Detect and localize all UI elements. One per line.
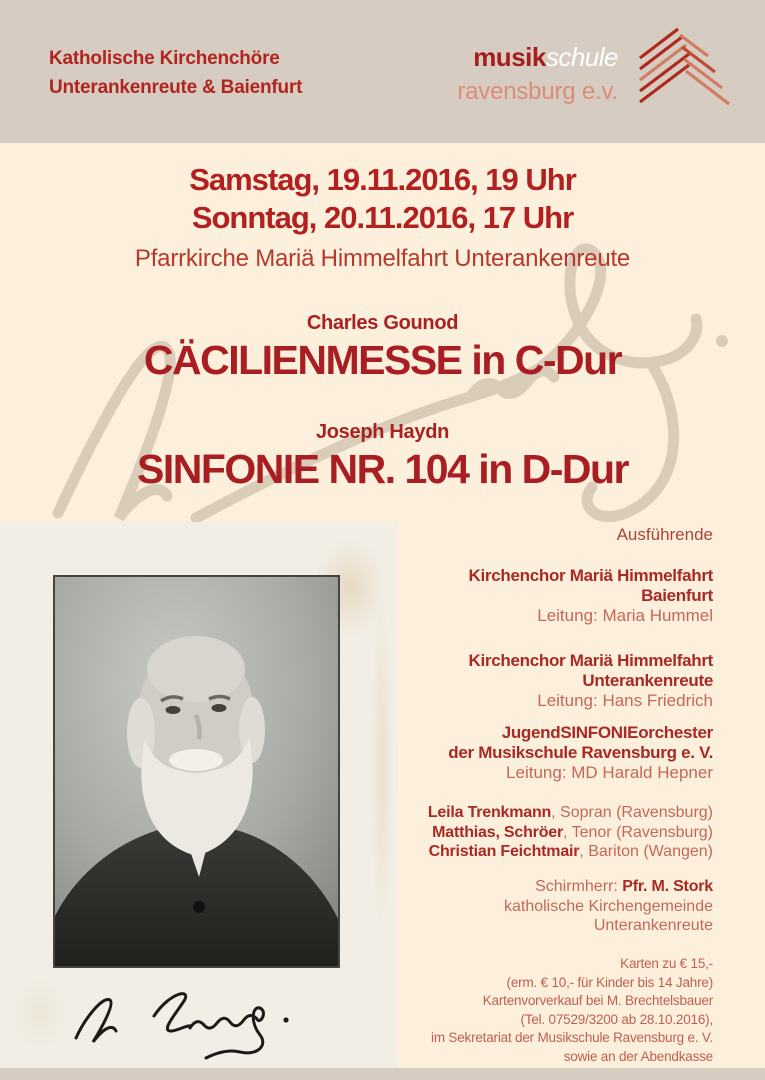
ticket-line: Karten zu € 15,- — [620, 956, 713, 971]
soloist-tenor: Matthias, Schröer, Tenor (Ravensburg) — [432, 823, 713, 841]
ticket-line: im Sekretariat der Musikschule Ravensburg e. V. — [431, 1030, 713, 1046]
footer-band — [0, 1068, 765, 1080]
ensemble-name-line1: Kirchenchor Mariä Himmelfahrt — [468, 566, 713, 585]
ensemble-leader: Leitung: Maria Hummel — [537, 606, 713, 625]
ticket-line: Kartenvorverkauf bei M. Brechtelsbauer — [482, 993, 713, 1009]
date-line-2: Sonntag, 20.11.2016, 17 Uhr — [191, 200, 574, 235]
ensemble-name-line1: Kirchenchor Mariä Himmelfahrt — [468, 651, 713, 670]
soloist-bariton: Christian Feichtmair, Bariton (Wangen) — [428, 843, 713, 860]
date-line-1: Samstag, 19.11.2016, 19 Uhr — [189, 162, 576, 197]
musikschule-logo — [457, 42, 618, 107]
ticket-info — [431, 955, 713, 1067]
organizer-line2: Unterankenreute & Baienfurt — [49, 77, 303, 98]
ensemble-unterankenreute — [469, 651, 713, 711]
patron-line3: Unterankenreute — [593, 917, 713, 934]
venue-line: Pfarrkirche Mariä Himmelfahrt Unterankenreute — [134, 245, 631, 272]
ensemble-leader: Leitung: MD Harald Hepner — [506, 763, 713, 782]
header-band — [0, 0, 765, 143]
ensemble-jugendsinfonieorchester — [448, 723, 713, 783]
organizer-line1: Katholische Kirchenchöre — [49, 48, 280, 69]
ensemble-name-line2: Unterankenreute — [582, 671, 713, 690]
logo-word-schule: schule — [545, 42, 618, 72]
organizer-title — [49, 44, 302, 102]
soloists-list — [428, 803, 713, 862]
ticket-line: (erm. € 10,- für Kinder bis 14 Jahre) — [506, 974, 713, 990]
gounod-handwritten-signature-icon — [62, 980, 302, 1064]
ensemble-baienfurt — [469, 566, 713, 626]
patron-line2: katholische Kirchengemeinde — [503, 897, 713, 915]
event-dates — [0, 161, 765, 237]
ensemble-name-line2: Baienfurt — [641, 586, 713, 605]
logo-wordmark — [457, 42, 618, 77]
logo-ravensburg: ravensburg e.v. — [457, 78, 618, 105]
composer-haydn: Joseph Haydn — [315, 421, 450, 443]
logo-word-musik: musik — [473, 42, 546, 72]
gounod-photo-card — [0, 522, 398, 1068]
ensemble-name-line2: der Musikschule Ravensburg e. V. — [448, 743, 713, 762]
gounod-portrait-photo — [53, 575, 340, 968]
patron-block — [504, 877, 713, 936]
ensemble-name-line1: JugendSINFONIEorchester — [501, 723, 713, 742]
soloist-sopran: Leila Trenkmann, Sopran (Ravensburg) — [427, 804, 713, 821]
ticket-line: (Tel. 07529/3200 ab 28.10.2016), — [520, 1011, 713, 1027]
patron-line1: Schirmherr: Pfr. M. Stork — [535, 878, 713, 895]
ticket-line: sowie an der Abendkasse — [563, 1048, 713, 1064]
work-caecilienmesse: CÄCILIENMESSE in C-Dur — [143, 337, 622, 383]
ensemble-leader: Leitung: Hans Friedrich — [537, 691, 713, 710]
chevron-lines-icon — [636, 24, 736, 110]
work-sinfonie-104: SINFONIE NR. 104 in D-Dur — [136, 446, 628, 492]
performers-heading: Ausführende — [616, 525, 713, 544]
composer-gounod: Charles Gounod — [306, 312, 459, 334]
